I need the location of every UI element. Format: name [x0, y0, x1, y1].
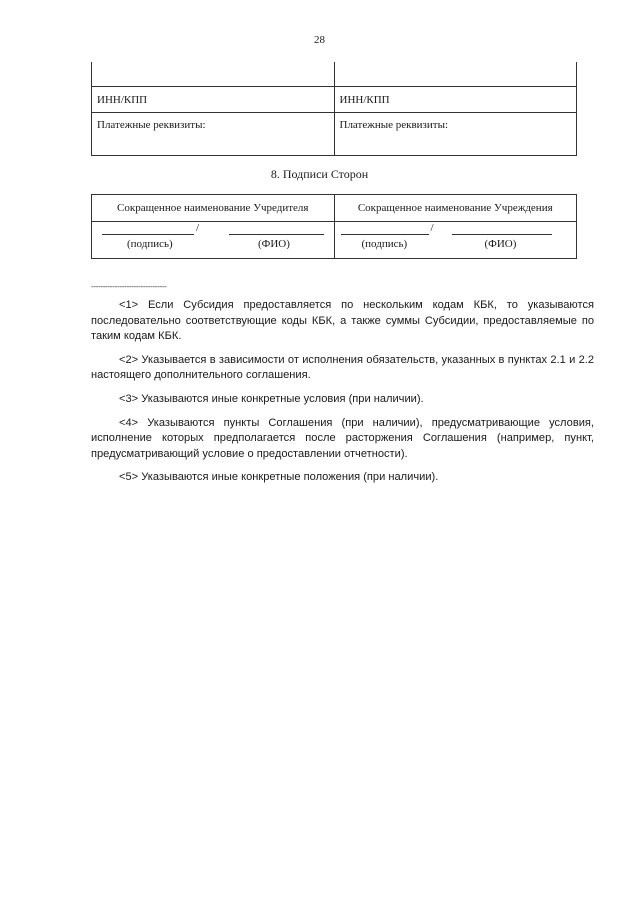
institution-name-label: (ФИО)	[484, 238, 517, 250]
founder-sign-cell	[92, 222, 335, 259]
right-payment-label: Платежные реквизиты:	[334, 113, 577, 156]
founder-header: Сокращенное наименование Учредителя	[92, 195, 335, 222]
requisites-row-empty	[92, 62, 577, 87]
footnote-1: <1> Если Субсидия предоставляется по нескольким кодам КБК, то указываются последовательно соответствующие коды КБК, а также суммы Субсидии, предоставляемые по таким кодам КБК.	[91, 299, 594, 343]
institution-signature-line	[341, 234, 429, 235]
signatures-table	[91, 194, 577, 259]
founder-slash: /	[196, 222, 200, 234]
requisites-cell-left-empty	[92, 62, 335, 87]
left-payment-label: Платежные реквизиты:	[92, 113, 335, 156]
institution-name-line	[452, 234, 552, 235]
requisites-row-inn	[92, 87, 577, 113]
founder-name-line	[229, 234, 324, 235]
footnote-3: <3> Указываются иные конкретные условия (при наличии).	[119, 392, 424, 405]
institution-slash: /	[430, 222, 434, 234]
founder-sign-label: (подпись)	[127, 238, 173, 250]
institution-sign-cell	[334, 222, 577, 259]
institution-sign-label: (подпись)	[361, 238, 408, 250]
founder-signature-line	[102, 234, 194, 235]
footnote-4: <4> Указываются пункты Соглашения (при наличии), предусматривающие условия, исполнение которых предполагается после расторжения Соглашения (например, пункт, предусматривающий условие о предоставлении отчетности).	[91, 416, 594, 460]
signatures-section-title: 8. Подписи Сторон	[270, 167, 369, 181]
institution-header: Сокращенное наименование Учреждения	[334, 195, 577, 222]
signatures-header-row	[92, 195, 577, 222]
signatures-sign-row	[92, 222, 577, 259]
right-inn-label: ИНН/КПП	[334, 87, 577, 113]
footnote-5: <5> Указываются иные конкретные положения (при наличии).	[119, 471, 439, 484]
requisites-cell-right-empty	[334, 62, 577, 87]
requisites-row-payment	[92, 113, 577, 156]
footnote-2: <2> Указывается в зависимости от исполнения обязательств, указанных в пунктах 2.1 и 2.2 настоящего дополнительного соглашения.	[91, 353, 594, 382]
page-number: 28	[314, 34, 325, 46]
requisites-table	[91, 62, 577, 156]
footnote-separator: --------------------------------	[91, 282, 167, 291]
footnotes	[91, 298, 594, 494]
founder-name-label: (ФИО)	[258, 238, 290, 250]
left-inn-label: ИНН/КПП	[92, 87, 335, 113]
